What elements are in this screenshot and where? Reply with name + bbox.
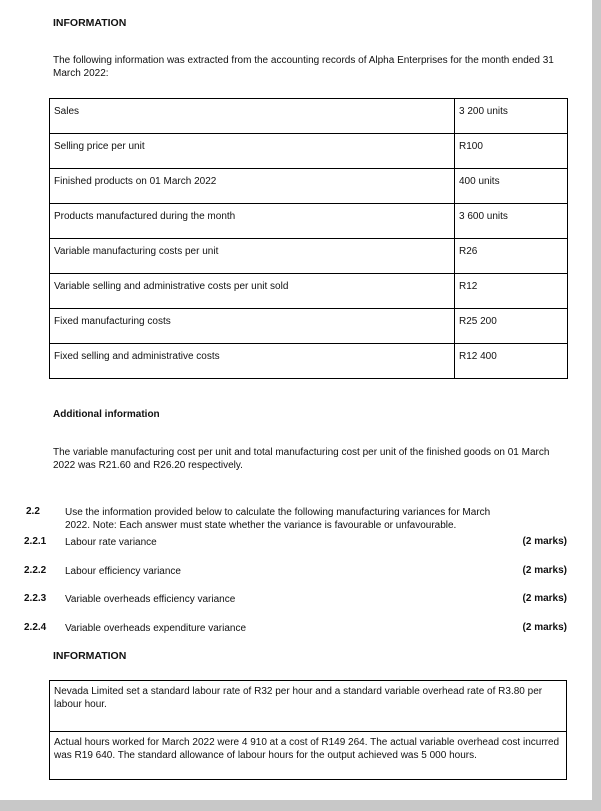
subquestion-text: Labour rate variance [65,537,157,548]
row-value: R12 400 [455,344,568,379]
subquestion-marks: (2 marks) [522,565,567,576]
page-frame-right [592,0,601,811]
subquestion-number: 2.2.1 [24,536,47,547]
information-heading-2: INFORMATION [53,650,127,662]
row-value: R100 [455,134,568,169]
row-label: Fixed manufacturing costs [50,309,455,344]
row-label: Finished products on 01 March 2022 [50,169,455,204]
box2-line-1: Actual hours worked for March 2022 were 4 910 at a cost of R149 264. The actual variable overhead cost incurred [54,737,560,748]
box1-line-2: labour hour. [54,699,107,710]
subquestion-marks: (2 marks) [522,593,567,604]
subquestion-number: 2.2.3 [24,593,47,604]
table-row [50,99,568,134]
intro-line-2: March 2022: [53,68,109,79]
question-text [65,506,490,532]
row-value: R26 [455,239,568,274]
row-value: 3 200 units [455,99,568,134]
row-label: Sales [50,99,455,134]
subquestion-marks: (2 marks) [522,622,567,633]
table-row [50,134,568,169]
nevada-actuals-box [49,731,567,780]
row-label: Fixed selling and administrative costs [50,344,455,379]
additional-information-heading: Additional information [53,409,160,420]
table-row [50,344,568,379]
row-label: Variable manufacturing costs per unit [50,239,455,274]
table-row [50,239,568,274]
subquestion-text: Variable overheads expenditure variance [65,623,247,634]
row-value: 400 units [455,169,568,204]
intro-line-1: The following information was extracted from the accounting records of Alpha Enterprises for the month ended 31 [53,55,554,66]
table-row [50,309,568,344]
box1-line-1: Nevada Limited set a standard labour rate of R32 per hour and a standard variable overhead rate of R3.80 per [54,686,543,697]
row-label: Products manufactured during the month [50,204,455,239]
subquestion-number: 2.2.4 [24,622,47,633]
table-row [50,169,568,204]
intro-paragraph [53,54,573,80]
subquestion-marks: (2 marks) [522,536,567,547]
row-value: R25 200 [455,309,568,344]
question-line-1: Use the information provided below to calculate the following manufacturing variances for March [65,507,491,518]
nevada-standard-rates-box [49,680,567,732]
alpha-enterprises-table [49,98,568,379]
row-label: Selling price per unit [50,134,455,169]
page-frame-bottom [0,800,601,811]
information-heading: INFORMATION [53,17,127,29]
table-row [50,204,568,239]
additional-line-2: 2022 was R21.60 and R26.20 respectively. [53,460,243,471]
subquestion-text: Labour efficiency variance [65,566,181,577]
additional-paragraph [53,446,573,472]
table-row [50,274,568,309]
question-number: 2.2 [26,506,40,517]
box2-line-2: was R19 640. The standard allowance of labour hours for the output achieved was 5 000 hours. [54,750,477,761]
row-value: R12 [455,274,568,309]
row-value: 3 600 units [455,204,568,239]
subquestion-number: 2.2.2 [24,565,47,576]
row-label: Variable selling and administrative costs per unit sold [50,274,455,309]
subquestion-text: Variable overheads efficiency variance [65,594,236,605]
additional-line-1: The variable manufacturing cost per unit and total manufacturing cost per unit of the finished goods on 01 March [53,447,550,458]
question-line-2: 2022. Note: Each answer must state whether the variance is favourable or unfavourable. [65,520,457,531]
